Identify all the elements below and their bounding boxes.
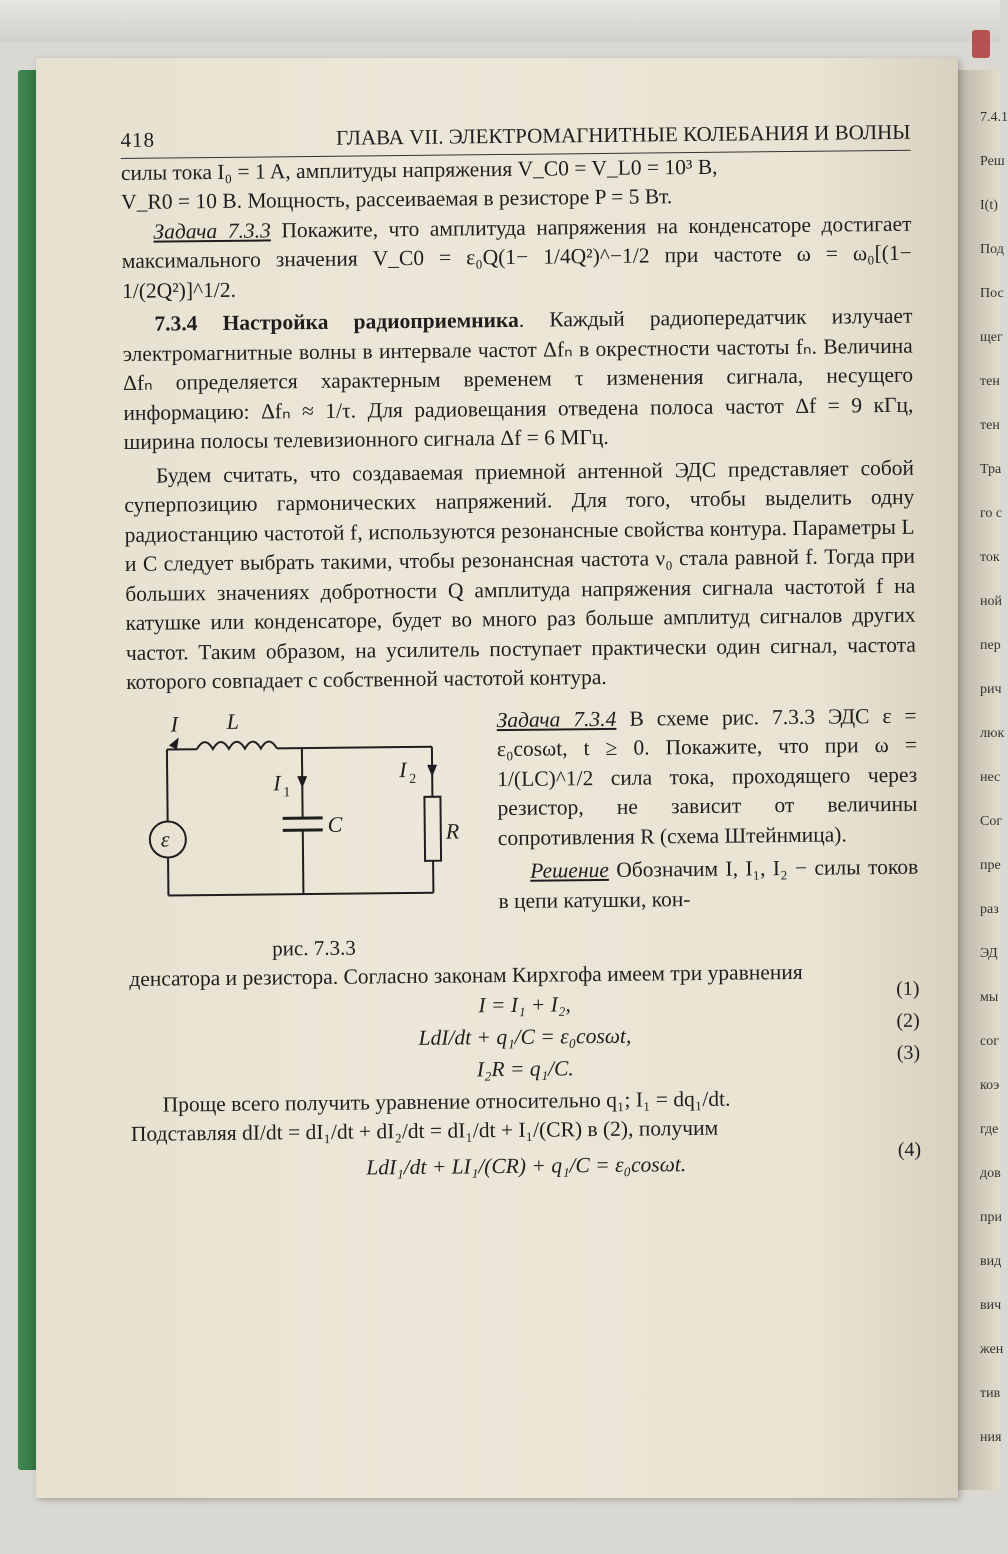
equation-expr: I₂R = q₁/C. (476, 1055, 574, 1081)
page-content (120, 82, 921, 1188)
facing-page-text-fragment: вид (980, 1254, 1002, 1269)
bookmark-ribbon (972, 30, 990, 58)
resistor (424, 796, 441, 860)
facing-page-text-fragment: щег (980, 330, 1003, 345)
facing-page-text-fragment: дов (980, 1166, 1001, 1181)
facing-page-text-fragment: раз (980, 902, 999, 917)
inductor-coil (197, 741, 277, 749)
facing-page-text-fragment: сог (980, 1034, 999, 1049)
facing-page-text-fragment: I(t) (980, 198, 998, 213)
label-I1-sub: 1 (283, 784, 291, 800)
paragraph-after-line2: Подставляя dI/dt = dI₁/dt + dI₂/dt = dI₁/dt + I₁/(CR) в (2), получим (130, 1115, 719, 1146)
facing-page-text-fragment: Пос (980, 286, 1004, 301)
label-emf: ε (160, 826, 170, 852)
facing-page-text-fragment: Реш (980, 154, 1005, 169)
chapter-title: ГЛАВА VII. ЭЛЕКТРОМАГНИТНЫЕ КОЛЕБАНИЯ И ВОЛНЫ (335, 119, 911, 150)
equation-number: (3) (896, 1041, 921, 1064)
label-C: C (327, 811, 343, 837)
facing-page-text-fragment: тен (980, 374, 1000, 389)
facing-page-text-fragment: жен (980, 1342, 1004, 1357)
current-arrow-I2 (427, 764, 437, 776)
paragraph-superposition: Будем считать, что создаваемая приемной антенной ЭДС представляет собой суперпозицию гармонических напряжений. Для того, чтобы выделить одну радиостанцию частотой f, используются резонансные свойства контура. Параметры L и C следует выбрать такими, чтобы резонансная частота ν₀ стала равной f. Тогда при больших значениях добротности Q амплитуда напряжения сигнала частотой f на катушке или конденсаторе, будет во много раз больше амплитуд сигналов других частот. Таким образом, на усилитель поступает практически один сигнал, частота которого совпадает с собственной частотой контура. (124, 455, 916, 694)
circuit-diagram (126, 706, 478, 910)
facing-page-text-fragment: го с (980, 506, 1003, 521)
facing-page-text-fragment: пер (980, 638, 1001, 653)
facing-page-text-fragment: ток (980, 550, 1000, 565)
task-7-3-4 (496, 701, 919, 961)
solution-label: Решение (530, 857, 609, 883)
facing-page-text-fragment: Тра (980, 462, 1002, 477)
label-L: L (226, 708, 239, 734)
facing-page-text-fragment: где (980, 1122, 999, 1137)
section-7-3-4-text: . Каждый радиопередатчик излучает электромагнитные волны в интервале частот Δfₙ в окрестности частоты fₙ. Величина Δfₙ определяется характерным временем τ изменения сигнала, несущего информацию: Δfₙ ≈ 1/τ. Для радиовещания отведена полоса частот Δf = 9 кГц, ширина полосы телевизионного сигнала Δf = 6 МГц. (122, 303, 914, 454)
task-7-3-4-paragraph (496, 701, 918, 853)
facing-page-text-fragment: Под (980, 242, 1004, 257)
paragraph-intro-line2: V_R0 = 10 B. Мощность, рассеиваемая в резисторе P = 5 Bт. (121, 184, 673, 214)
current-arrow-I1 (297, 776, 307, 788)
wire-bottom (168, 892, 433, 895)
label-I2-sub: 2 (409, 771, 417, 787)
facing-page-text-fragment: рич (980, 682, 1002, 697)
wire-capacitor-bottom (303, 830, 304, 894)
task-7-3-3 (121, 209, 912, 306)
facing-page-text-fragment: пре (980, 858, 1001, 873)
label-I1: I (273, 769, 281, 795)
figure-caption: рис. 7.3.3 (272, 935, 356, 960)
paragraph-after-line1: Проще всего получить уравнение относительно q₁; I₁ = dq₁/dt. (162, 1086, 731, 1117)
label-I: I (170, 710, 179, 737)
task-7-3-3-label: Задача 7.3.3 (153, 217, 271, 244)
equation-expr: I = I₁ + I₂, (478, 991, 571, 1017)
equation-expr: LdI/dt + q₁/C = ε₀cosωt, (418, 1023, 632, 1050)
wire-top-right (277, 746, 432, 748)
book-cover-top (0, 0, 1000, 42)
equation-number: (1) (896, 977, 920, 1000)
facing-page-text-fragment: вич (980, 1298, 1002, 1313)
figure-row (126, 701, 919, 965)
section-7-3-4-title: 7.3.4 Настройка радиоприемника (154, 307, 519, 336)
solution-text-right: Обозначим I, I₁, I₂ − силы токов в цепи катушки, кон- (498, 854, 919, 913)
facing-page-text-fragment: 7.4.1 (980, 110, 1008, 125)
equation-number: (2) (896, 1009, 920, 1032)
section-7-3-4 (122, 302, 914, 458)
current-arrow-I (169, 737, 179, 749)
label-R: R (445, 817, 460, 844)
facing-page-text-fragment: ЭД (980, 946, 998, 961)
task-7-3-4-label: Задача 7.3.4 (496, 706, 617, 732)
facing-page-text-fragment: ной (980, 594, 1002, 609)
solution-start (498, 853, 919, 916)
task-7-3-4-text: В схеме рис. 7.3.3 ЭДС ε = ε₀cosωt, t ≥ 0. Покажите, что при ω = 1/(LC)^1/2 сила тока, проходящего через резистор, не зависит от величины сопротивления R (схема Штейнмица). (496, 703, 918, 850)
facing-page-text-fragment: ния (980, 1430, 1002, 1445)
facing-page-text-fragment: тен (980, 418, 1000, 433)
equation-list (129, 977, 921, 1090)
equation-4-expr: LdI₁/dt + LI₁/(CR) + q₁/C = ε₀cosωt. (366, 1151, 687, 1179)
facing-page-text-fragment: нес (980, 770, 1001, 785)
facing-page-text-fragment: при (980, 1210, 1002, 1225)
page-number: 418 (120, 127, 156, 152)
facing-page-text-fragment: Сог (980, 814, 1003, 829)
facing-page-text-fragment: люк (980, 726, 1005, 741)
figure-circuit (126, 706, 499, 965)
facing-page-text-fragment: коэ (980, 1078, 1000, 1093)
facing-page-edge (958, 70, 1008, 1490)
facing-page-text-fragment: мы (980, 990, 999, 1005)
task-7-3-3-text: Покажите, что амплитуда напряжения на конденсаторе достигает максимального значения V_C0 = ε₀Q(1− 1/4Q²)^−1/2 при частоте ω = ω₀[(1− 1/(2Q²)]^1/2. (121, 211, 912, 303)
label-I2: I (398, 756, 407, 782)
facing-page-text-fragment: тив (980, 1386, 1001, 1401)
paragraph-intro-line1: силы тока I₀ = 1 A, амплитуды напряжения V_C0 = V_L0 = 10³ B, (120, 154, 718, 185)
wire-left-top (167, 749, 168, 821)
equation-4-number: (4) (897, 1138, 922, 1161)
solution-text-full: денсатора и резистора. Согласно законам Кирхгофа имеем три уравнения (129, 959, 803, 991)
